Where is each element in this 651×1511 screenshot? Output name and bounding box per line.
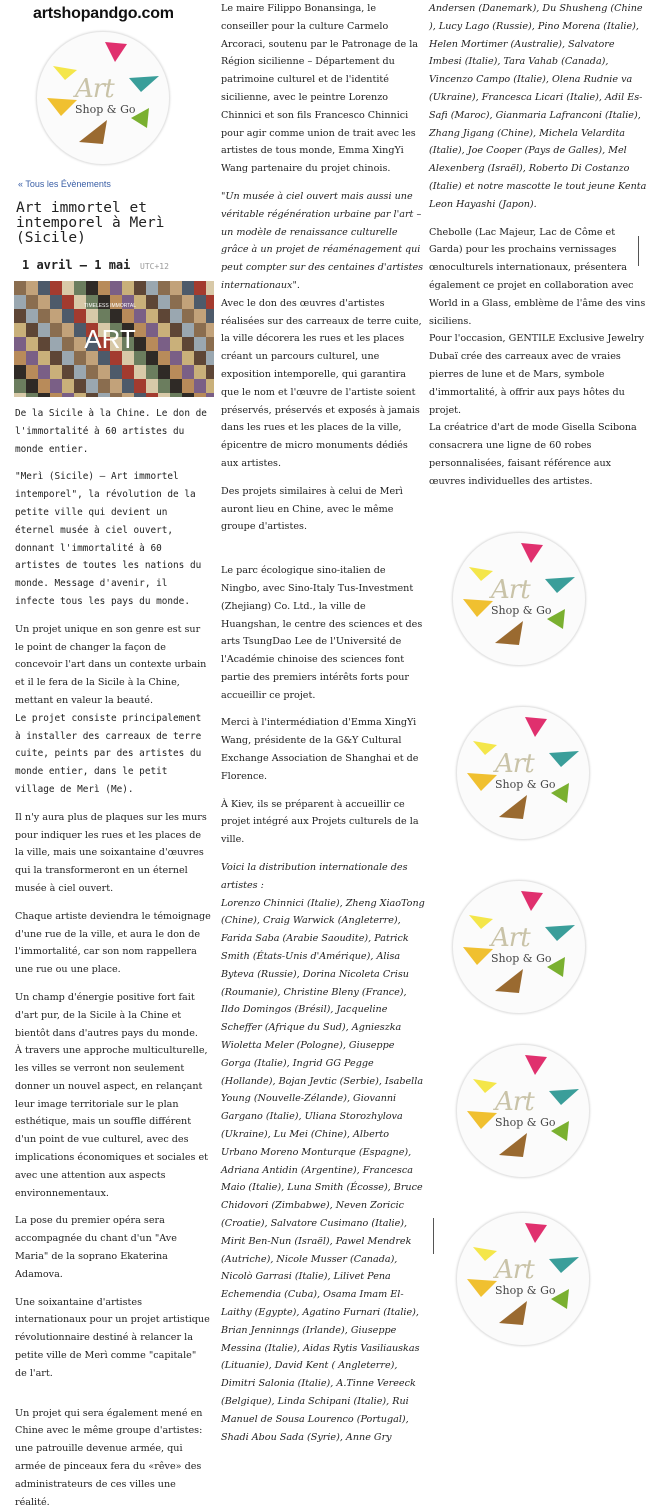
collage-tile <box>182 379 194 393</box>
collage-tile <box>38 351 50 365</box>
logo[interactable] <box>456 1212 590 1346</box>
collage-tile <box>26 365 38 379</box>
collage-tile <box>194 351 206 365</box>
collage-tile <box>74 379 86 393</box>
collage-tile <box>146 351 158 365</box>
collage-tile <box>122 379 134 393</box>
collage-tile <box>98 379 110 393</box>
collage-tile <box>50 351 62 365</box>
collage-tile <box>50 337 62 351</box>
collage-tile <box>134 393 146 397</box>
event-dates <box>22 254 212 273</box>
back-to-events-link[interactable]: « Tous les Évènements <box>18 179 111 189</box>
collage-tile <box>38 323 50 337</box>
collage-tile <box>194 323 206 337</box>
collage-tile <box>74 365 86 379</box>
collage-tile <box>170 281 182 295</box>
collage-tile <box>38 309 50 323</box>
column-middle <box>217 0 429 1446</box>
collage-tile <box>26 337 38 351</box>
paragraph: Pour l'occasion, GENTILE Exclusive Jewelry Dubaï crée des carreaux avec de vraies pierres de lune et de Mars, symbole d'immortalité, à offrir aux pays hôtes du projet. <box>429 333 644 416</box>
collage-tile <box>26 281 38 295</box>
collage-tile <box>158 337 170 351</box>
collage-tile <box>38 295 50 309</box>
collage-tile <box>206 351 214 365</box>
paragraph: Avec le don des œuvres d'artistes réalisées sur des carreaux de terre cuite, la ville décorera les rues et les places créant un parcours culturel, une exposition intemporelle, qui garantira que le nom et l'œuvre de l'artiste soient préservés, préservés et exposés à jamais dans les rues et les places de la ville, épicentre de micro monuments dédiés aux artistes. <box>221 297 422 469</box>
logo-top[interactable] <box>36 31 170 165</box>
collage-tile <box>26 379 38 393</box>
logo[interactable] <box>456 706 590 840</box>
collage-tile <box>146 323 158 337</box>
collage-tile <box>14 393 26 397</box>
collage-tile <box>50 379 62 393</box>
collage-tile <box>62 323 74 337</box>
collage-tile <box>206 379 214 393</box>
paragraph: Une soixantaine d'artistes internationaux pour un projet artistique révolutionnaire destiné à relancer la petite ville de Merì comme "capitale" de l'art. <box>15 1296 210 1379</box>
event-title: Art immortel et intemporel à Merì (Sicile) <box>16 200 165 246</box>
event-image-banner-text: ART <box>84 324 136 354</box>
collage-tile <box>14 295 26 309</box>
collage-tile <box>170 365 182 379</box>
artists-heading: Voici la distribution internationale des artistes : <box>221 862 408 891</box>
collage-tile <box>170 323 182 337</box>
collage-tile <box>86 281 98 295</box>
paragraph: De la Sicile à la Chine. Le don de l'immortalité à 60 artistes du monde entier. <box>15 408 207 455</box>
paragraph: À travers une approche multiculturelle, les villes se verront non seulement donner un nouvel aspect, en relançant leur image territoriale sur le plan esthétique, mais un souffle différent d'un point de vue culturel, avec des implications économiques et sociales et avec une attention aux aspects environnementaux. <box>15 1045 208 1199</box>
collage-tile <box>38 281 50 295</box>
collage-tile <box>98 365 110 379</box>
collage-tile <box>170 379 182 393</box>
collage-tile <box>86 379 98 393</box>
collage-tile <box>50 309 62 323</box>
collage-tile <box>38 379 50 393</box>
scrollbar-thumb-middle[interactable] <box>433 1218 434 1254</box>
collage-tile <box>62 351 74 365</box>
event-image[interactable] <box>14 281 214 397</box>
collage-tile <box>146 393 158 397</box>
collage-tile <box>206 295 214 309</box>
collage-tile <box>62 379 74 393</box>
collage-tile <box>26 351 38 365</box>
collage-tile <box>206 365 214 379</box>
collage-tile <box>86 393 98 397</box>
paragraph: Le parc écologique sino-italien de Ningbo, avec Sino-Italy Tus-Investment (Zhejiang) Co. Ltd., la ville de Huangshan, le centre des sciences et des arts TsungDao Lee de l'Université de l'Académie chinoise des sciences font partie des premiers intérêts forts pour accueillir ce projet. <box>221 565 423 701</box>
collage-tile <box>182 295 194 309</box>
collage-tile <box>26 295 38 309</box>
collage-tile <box>134 281 146 295</box>
collage-tile <box>134 379 146 393</box>
collage-tile <box>146 281 158 295</box>
collage-tile <box>158 323 170 337</box>
collage-tile <box>110 379 122 393</box>
collage-tile <box>122 281 134 295</box>
collage-tile <box>206 309 214 323</box>
scrollbar-thumb-right[interactable] <box>638 236 639 266</box>
collage-tile <box>14 281 26 295</box>
collage-tile <box>38 393 50 397</box>
collage-tile <box>182 323 194 337</box>
collage-tile <box>62 281 74 295</box>
quote-paragraph: "Un musée à ciel ouvert mais aussi une véritable régénération urbaine par l'art – un modèle de renaissance culturelle grâce à un projet de réaménagement qui peut compter sur des centaines d'artistes internationaux". <box>221 190 424 291</box>
logo-shop-go-text: Shop & Go <box>495 1116 556 1129</box>
collage-tile <box>14 337 26 351</box>
collage-tile <box>62 295 74 309</box>
collage-tile <box>158 351 170 365</box>
collage-tile <box>122 393 134 397</box>
paragraph: Un projet qui sera également mené en Chine avec le même groupe d'artistes: une patrouille devenue armée, qui armée de pinceaux fera du «rêve» des administrateurs de ces villes une réalité. <box>15 1407 203 1508</box>
collage-tile <box>98 393 110 397</box>
event-date-range: 1 avril – 1 mai <box>22 258 131 272</box>
collage-tile <box>14 365 26 379</box>
logo[interactable] <box>456 1044 590 1178</box>
collage-tile <box>194 281 206 295</box>
logo-art-text: Art <box>495 749 534 779</box>
column-right <box>424 0 651 491</box>
paragraph: Le projet consiste principalement à installer des carreaux de terre cuite, peints par des artistes du monde entier, dans le petit village de Merì (Me). <box>15 712 202 795</box>
column-left <box>0 0 212 1511</box>
collage-tile <box>26 309 38 323</box>
logo-art-text: Art <box>495 1255 534 1285</box>
collage-tile <box>62 337 74 351</box>
collage-tile <box>206 323 214 337</box>
event-image-small-text: TIMELESS IMMORTAL <box>84 303 137 309</box>
collage-tile <box>26 393 38 397</box>
collage-tile <box>170 351 182 365</box>
collage-tile <box>158 295 170 309</box>
collage-tile <box>182 309 194 323</box>
collage-tile <box>206 337 214 351</box>
collage-tile <box>194 337 206 351</box>
collage-tile <box>110 365 122 379</box>
logo-art-text: Art <box>75 74 114 104</box>
paragraph: "Merì (Sicile) – Art immortel intemporel", la révolution de la petite ville qui devient un éternel musée à ciel ouvert, donnant l'immortalité à 60 artistes de toutes les nations du monde. Message d'avenir, il infecte tous les pays du monde. <box>15 471 202 607</box>
collage-tile <box>62 309 74 323</box>
collage-tile <box>50 295 62 309</box>
collage-tile <box>158 309 170 323</box>
collage-tile <box>86 365 98 379</box>
collage-tile <box>170 309 182 323</box>
collage-tile <box>206 393 214 397</box>
logo-shop-go-text: Shop & Go <box>491 952 552 965</box>
collage-tile <box>50 281 62 295</box>
paragraph: Chaque artiste deviendra le témoignage d'une rue de la ville, et aura le don de l'immortalité, car son nom rappellera une rue ou une place. <box>15 910 211 976</box>
collage-tile <box>194 309 206 323</box>
event-timezone: UTC+12 <box>140 262 169 271</box>
collage-tile <box>146 295 158 309</box>
collage-tile <box>74 281 86 295</box>
collage-tile <box>146 309 158 323</box>
paragraph: Un projet unique en son genre est sur le point de changer la façon de concevoir l'art dans un contexte urbain et il le fera de la Sicile à la Chine, mettant en valeur la beauté. <box>15 623 207 706</box>
collage-tile <box>158 393 170 397</box>
collage-tile <box>146 379 158 393</box>
logo-art-text: Art <box>491 575 530 605</box>
logo-shop-go-text: Shop & Go <box>491 604 552 617</box>
paragraph: Merci à l'intermédiation d'Emma XingYi Wang, présidente de la G&Y Cultural Exchange Association de Shanghai et de Florence. <box>221 717 419 782</box>
collage-tile <box>182 351 194 365</box>
paragraph: Des projets similaires à celui de Merì auront lieu en Chine, avec le même groupe d'artistes. <box>221 485 403 533</box>
paragraph: Chebolle (Lac Majeur, Lac de Côme et Garda) pour les prochains vernissages œnoculturels internationaux, présentera également ce projet en collaboration avec World in a Glass, emblème de l'âme des vins siciliens. <box>429 226 646 327</box>
collage-tile <box>146 337 158 351</box>
collage-tile <box>170 295 182 309</box>
collage-tile <box>14 323 26 337</box>
collage-tile <box>182 337 194 351</box>
collage-tile <box>62 393 74 397</box>
collage-tile <box>38 337 50 351</box>
collage-tile <box>134 365 146 379</box>
site-name[interactable]: artshopandgo.com <box>33 5 174 22</box>
collage-tile <box>50 365 62 379</box>
paragraph: La créatrice d'art de mode Gisella Scibona consacrera une ligne de 60 robes personnalisées, faisant référence aux œuvres individuelles des artistes. <box>429 422 637 487</box>
collage-tile <box>14 351 26 365</box>
collage-tile <box>182 365 194 379</box>
paragraph: La pose du premier opéra sera accompagnée du chant d'un "Ave Maria" de la soprano Ekaterina Adamova. <box>15 1215 177 1280</box>
collage-tile <box>158 365 170 379</box>
logo-shop-go-text: Shop & Go <box>75 103 136 116</box>
collage-tile <box>206 281 214 295</box>
logo-shop-go-text: Shop & Go <box>495 1284 556 1297</box>
collage-tile <box>146 365 158 379</box>
logo-shop-go-text: Shop & Go <box>495 778 556 791</box>
collage-tile <box>14 309 26 323</box>
collage-tile <box>110 393 122 397</box>
collage-tile <box>194 393 206 397</box>
collage-tile <box>170 393 182 397</box>
collage-tile <box>194 379 206 393</box>
collage-tile <box>110 281 122 295</box>
collage-tile <box>182 393 194 397</box>
logo[interactable] <box>452 532 586 666</box>
collage-tile <box>194 365 206 379</box>
collage-tile <box>50 323 62 337</box>
logo[interactable] <box>452 880 586 1014</box>
paragraph: Un champ d'énergie positive fort fait d'art pur, de la Sicile à la Chine et bientôt dans d'autres pays du monde. <box>15 991 198 1039</box>
collage-tile <box>38 365 50 379</box>
collage-tile <box>158 281 170 295</box>
collage-tile <box>62 365 74 379</box>
collage-tile <box>14 379 26 393</box>
collage-tile <box>158 379 170 393</box>
paragraph: À Kiev, ils se préparent à accueillir ce projet intégré aux Projets culturels de la ville. <box>221 798 419 846</box>
artists-list: Lorenzo Chinnici (Italie), Zheng XiaoTong (Chine), Craig Warwick (Angleterre), Farida Saba (Arabie Saoudite), Patrick Smith (États-Unis d'Amérique), Alisa Byteva (Russie), Dorina Nicoleta Crisu (Roumanie), Christine Bleny (France), Ildo Domingos (Brésil), Jacqueline Scheffer (Afrique du Sud), Agnieszka Wioletta Meler (Pologne), Giuseppe Gorga (Italie), Ingrid GG Pegge (Hollande), Bojan Jevtic (Serbie), Isabella Young (Nouvelle-Zélande), Giovanni Gargano (Italie), Uliana Storozhylova (Ukraine), Lu Mei (Chine), Alberto Urbano Moreno Monturque (Espagne), Adriana Antidin (Argentine), Francesca Maio (Italie), Luna Smith (Écosse), Bruce Chidovori (Zimbabwe), Neven Zoricic (Croatie), Salvatore Cusimano (Italie), Mirit Ben-Nun (Israël), Pawel Mendrek (Autriche), Nicole Musser (Canada), Nicolò Garrasi (Italie), Lilivet Pena Echemendia (Cuba), Osama Imam El-Laithy (Egypte), Agatino Furnari (Italie), Brian Jenninngs (Irlande), Giuseppe Messina (Italie), Aidas Rytis Vasiliauskas (Lituanie), David Kent ( Angleterre), Dimitri Salonia (Italie), A.Tinne Vereeck (Belgique), Linda Schipani (Italie), Rui Manuel de Sousa Lourenco (Portugal), Shadi Abou Sada (Syrie), Anne Gry <box>221 897 425 1443</box>
collage-tile <box>182 281 194 295</box>
collage-tile <box>74 393 86 397</box>
collage-tile <box>122 365 134 379</box>
collage-tile <box>26 323 38 337</box>
collage-tile <box>170 337 182 351</box>
collage-tile <box>194 295 206 309</box>
logo-art-text: Art <box>495 1087 534 1117</box>
collage-tile <box>50 393 62 397</box>
artists-list-continued: Andersen (Danemark), Du Shusheng (Chine ), Lucy Lago (Russie), Pino Morena (Italie), Helen Mortimer (Australie), Salvatore Imbesi (Italie), Tara Vahab (Canada), Vincenzo Campo (Italie), Olena Rudnie va (Ukraine), Francesca Licari (Italie), Adil Es-Safi (Maroc), Gianmaria Lafranconi (Italie), Zhang Jigang (Chine), Michela Velardita (Italie), Joe Cooper (Pays de Galles), Mel Alexenberg (Israël), Roberto Di Costanzo (Italie) et notre mascotte le tout jeune Kenta Leon Hayashi (Japon). <box>429 3 647 210</box>
paragraph: Le maire Filippo Bonansinga, le conseiller pour la culture Carmelo Arcoraci, soutenu par le Patronage de la Région sicilienne – Département du patrimoine culturel et de l'identité sicilienne, avec le peintre Lorenzo Chinnici et son fils Francesco Chinnici pour agir comme union de trait avec les artistes de tous monde, Emma XingYi Wang partenaire du projet chinois. <box>221 3 419 175</box>
collage-tile <box>98 281 110 295</box>
logo-art-text: Art <box>491 923 530 953</box>
paragraph: Il n'y aura plus de plaques sur les murs pour indiquer les rues et les places de la ville, mais une soixantaine d'œuvres qui la transformeront en un éternel musée à ciel ouvert. <box>15 811 207 894</box>
